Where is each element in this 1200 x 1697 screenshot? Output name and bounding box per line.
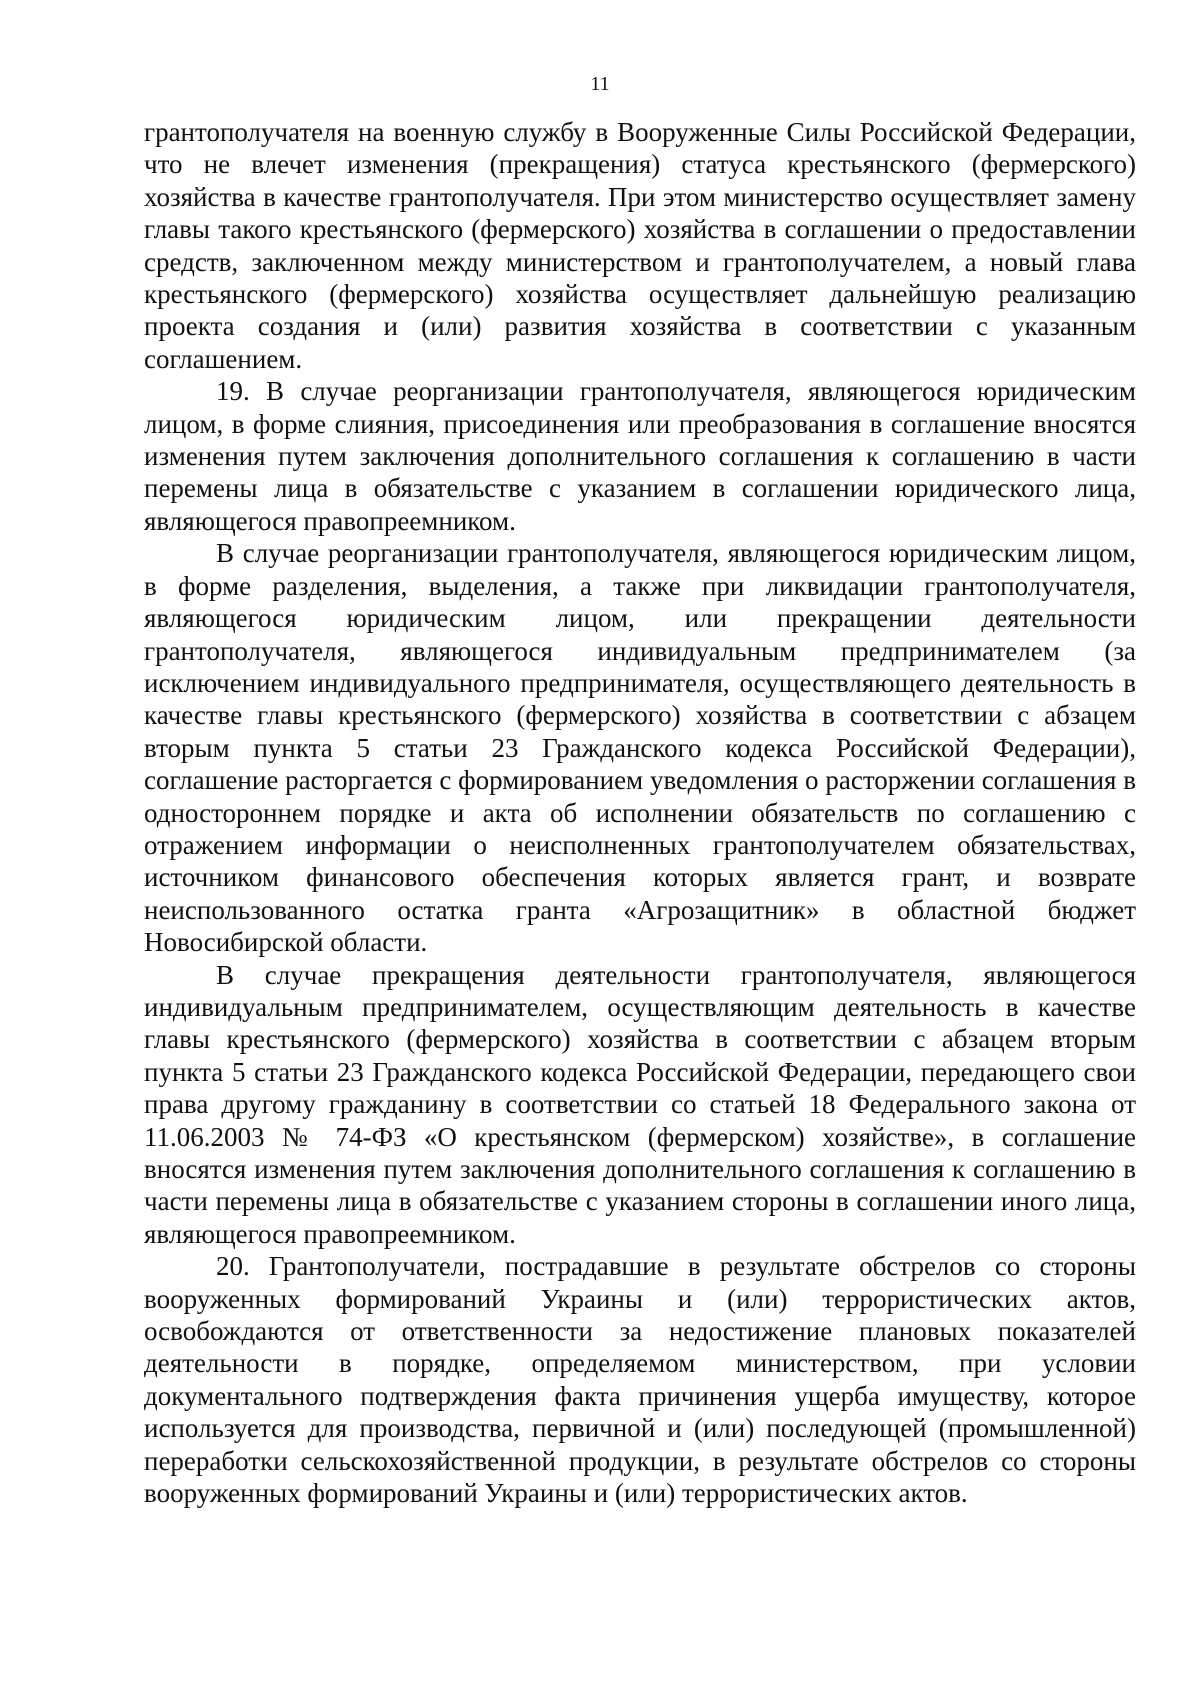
paragraph-item-20: 20. Грантополучатели, пострадавшие в результате обстрелов со стороны вооруженных формирований Украины и (или) террористических актов, освобождаются от ответственности за недостижение плановых показателей деятельности в порядке, определяемом министерством, при условии документального подтверждения факта причинения ущерба имуществу, которое используется для производства, первичной и (или) последующей (промышленной) переработки сельскохозяйственной продукции, в результате обстрелов со стороны вооруженных формирований Украины и (или) террористических актов. <box>144 1251 1136 1509</box>
document-body <box>144 116 1136 1509</box>
paragraph-continuation: грантополучателя на военную службу в Вооруженные Силы Российской Федерации, что не влечет изменения (прекращения) статуса крестьянского (фермерского) хозяйства в качестве грантополучателя. При этом министерство осуществляет замену главы такого крестьянского (фермерского) хозяйства в соглашении о предоставлении средств, заключенном между министерством и грантополучателем, а новый глава крестьянского (фермерского) хозяйства осуществляет дальнейшую реализацию проекта создания и (или) развития хозяйства в соответствии с указанным соглашением. <box>144 117 1136 374</box>
paragraph-reorganization: В случае реорганизации грантополучателя, являющегося юридическим лицом, в форме разделения, выделения, а также при ликвидации грантополучателя, являющегося юридическим лицом, или прекращении деятельности грантополучателя, являющегося индивидуальным предпринимателем (за исключением индивидуального предпринимателя, осуществляющего деятельность в качестве главы крестьянского (фермерского) хозяйства в соответствии с абзацем вторым пункта 5 статьи 23 Гражданского кодекса Российской Федерации), соглашение расторгается с формированием уведомления о расторжении соглашения в одностороннем порядке и акта об исполнении обязательств по соглашению с отражением информации о неисполненных грантополучателем обязательствах, источником финансового обеспечения которых является грант, и возврате неиспользованного остатка гранта «Агрозащитник» в областной бюджет Новосибирской области. <box>144 538 1136 958</box>
paragraph-item-19: 19. В случае реорганизации грантополучателя, являющегося юридическим лицом, в форме слияния, присоединения или преобразования в соглашение вносятся изменения путем заключения дополнительного соглашения к соглашению в части перемены лица в обязательстве с указанием в соглашении юридического лица, являющегося правопреемником. <box>144 376 1136 536</box>
paragraph-termination: В случае прекращения деятельности грантополучателя, являющегося индивидуальным предпринимателем, осуществляющим деятельность в качестве главы крестьянского (фермерского) хозяйства в соответствии с абзацем вторым пункта 5 статьи 23 Гражданского кодекса Российской Федерации, передающего свои права другому гражданину в соответствии со статьей 18 Федерального закона от 11.06.2003 № 74-ФЗ «О крестьянском (фермерском) хозяйстве», в соглашение вносятся изменения путем заключения дополнительного соглашения к соглашению в части перемены лица в обязательстве с указанием стороны в соглашении иного лица, являющегося правопреемником. <box>144 959 1136 1249</box>
page-number: 11 <box>590 73 610 95</box>
